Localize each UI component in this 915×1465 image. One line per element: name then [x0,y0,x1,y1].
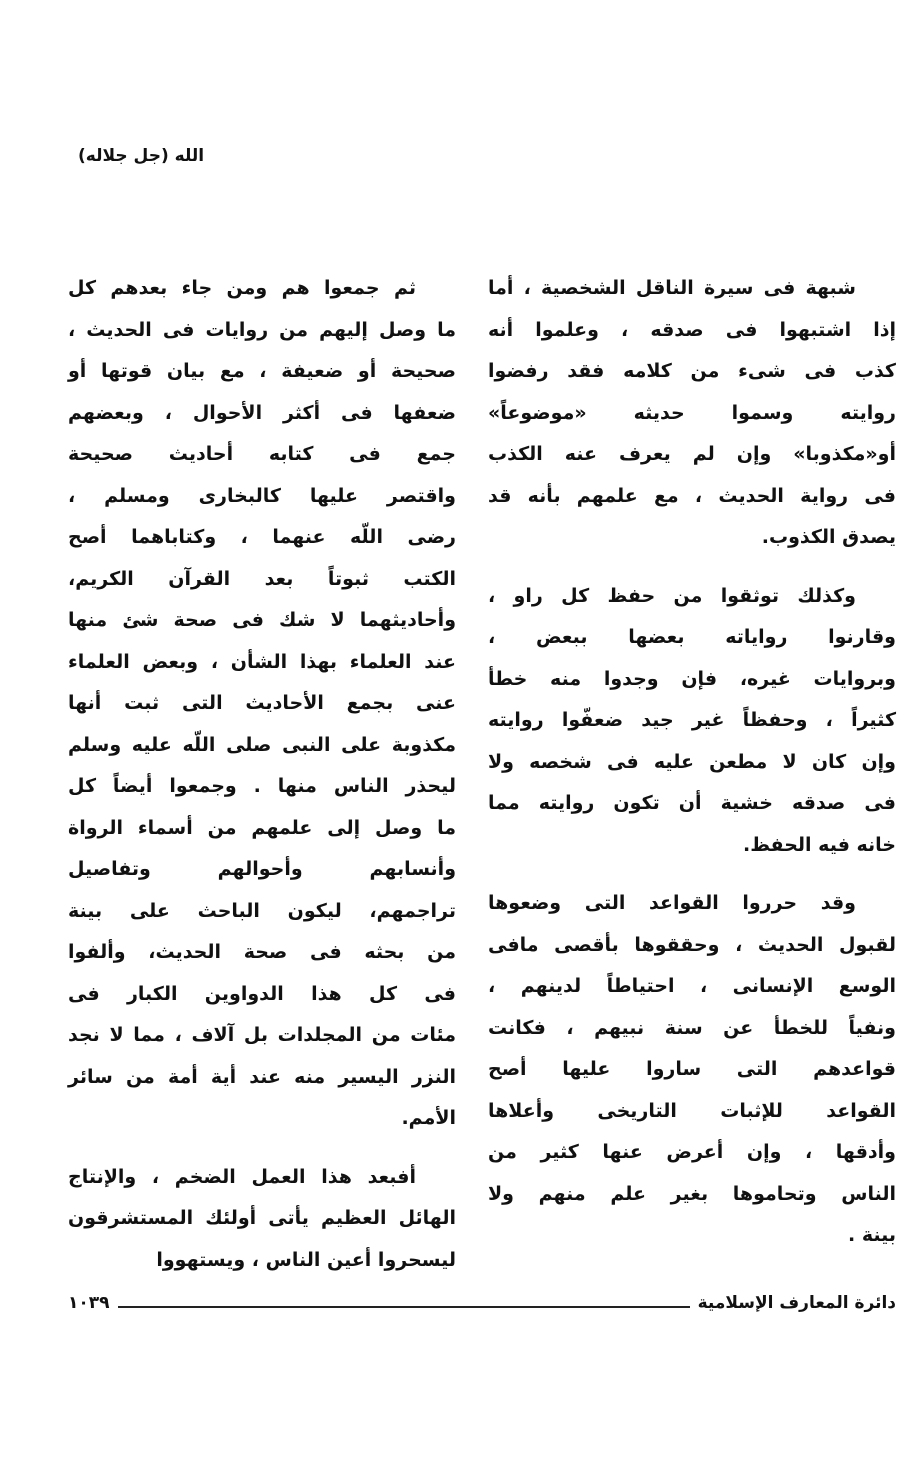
page-footer [68,1288,896,1318]
paragraph [68,268,456,1140]
text-line: فى كل هذا الدواوين الكبار فى [68,982,456,1005]
text-line: ثم جمعوا هم ومن جاء بعدهم كل [68,277,416,299]
text-line: وقد حرروا القواعد التى وضعوها [488,892,856,914]
text-line: الناس وتحاموها بغير علم منهم ولا [488,1182,896,1205]
text-line: وأنسابهم وأحوالهم وتفاصيل [68,858,456,880]
text-line: النزر اليسير منه عند أية أمة من سائر [68,1065,456,1088]
text-line: الأمم. [401,1107,456,1129]
paragraph [488,268,896,559]
text-line: الكتب ثبوتاً بعد القرآن الكريم، [68,567,456,590]
paragraph [488,883,896,1257]
text-line: مكذوبة على النبى صلى اللّه عليه وسلم [68,733,456,756]
paragraph [488,576,896,867]
text-line: فى رواية الحديث ، مع علمهم بأنه قد [488,484,896,507]
running-header: الله (جل جلاله) [78,146,205,166]
text-line: يصدق الكذوب. [761,526,896,548]
text-line: وبروايات غيره، فإن وجدوا منه خطأ [488,667,896,690]
text-line: الوسع الإنسانى ، احتياطاً لدينهم ، [488,975,896,997]
text-line: ونفياً للخطأ عن سنة نبيهم ، فكانت [488,1016,896,1039]
text-line: لقبول الحديث ، وحققوها بأقصى مافى [488,933,896,956]
text-line: خانه فيه الحفظ. [742,833,896,856]
text-line: وأحاديثهما لا شك فى صحة شئ منها [68,609,456,631]
text-line: ضعفها فى أكثر الأحوال ، وبعضهم [68,401,456,424]
text-line: وقارنوا رواياته بعضها ببعض ، [488,626,896,648]
text-line: روايته وسموا حديثه «موضوعاً» [488,401,896,424]
text-line: عند العلماء بهذا الشأن ، وبعض العلماء [68,650,456,673]
text-line: صحيحة أو ضعيفة ، مع بيان قوتها أو [68,360,456,382]
text-line: من بحثه فى صحة الحديث، وألفوا [68,941,456,963]
right-column [488,268,896,1274]
text-line: كذب فى شىء من كلامه فقد رفضوا [488,360,896,382]
text-line: ما وصل إلى علمهم من أسماء الرواة [68,816,456,839]
text-line: وكذلك توثقوا من حفظ كل راو ، [488,584,856,607]
text-line: ليحذر الناس منها . وجمعوا أيضاً كل [68,775,456,797]
text-line: أو«مكذوبا» وإن لم يعرف عنه الكذب [488,443,896,465]
text-line: جمع فى كتابه أحاديث صحيحة [68,443,456,465]
text-line: مئات من المجلدات بل آلاف ، مما لا نجد [68,1024,456,1046]
paragraph [68,1157,456,1282]
text-line: ليسحروا أعين الناس ، ويستهووا [156,1248,456,1271]
publication-title: دائرة المعارف الإسلامية [697,1293,896,1313]
text-line: واقتصر عليها كالبخارى ومسلم ، [68,484,456,507]
text-line: تراجمهم، ليكون الباحث على بينة [68,899,456,922]
text-line: وأدقها ، وإن أعرض عنها كثير من [488,1141,896,1163]
text-line: شبهة فى سيرة الناقل الشخصية ، أما [488,277,856,299]
text-line: إذا اشتبهوا فى صدقه ، وعلموا أنه [488,318,896,341]
text-line: عنى بجمع الأحاديث التى ثبت أنها [68,692,456,714]
text-line: القواعد للإثبات التاريخى وأعلاها [488,1099,896,1122]
text-line: الهائل العظيم يأتى أولئك المستشرقون [68,1207,456,1229]
text-line: فى صدقه خشية أن تكون روايته مما [488,792,896,814]
text-line: وإن كان لا مطعن عليه فى شخصه ولا [488,750,896,773]
left-column [68,268,456,1298]
footer-rule [118,1306,690,1308]
text-line: رضى اللّه عنهما ، وكتاباهما أصح [68,526,456,548]
text-line: قواعدهم التى ساروا عليها أصح [488,1058,896,1080]
text-line: بينة . [847,1224,896,1246]
text-line: ما وصل إليهم من روايات فى الحديث ، [68,318,456,341]
text-line: كثيراً ، وحفظاً غير جيد ضعفّوا روايته [488,709,896,731]
page-number: ١٠٣٩ [68,1293,110,1313]
text-line: أفبعد هذا العمل الضخم ، والإنتاج [68,1165,416,1188]
